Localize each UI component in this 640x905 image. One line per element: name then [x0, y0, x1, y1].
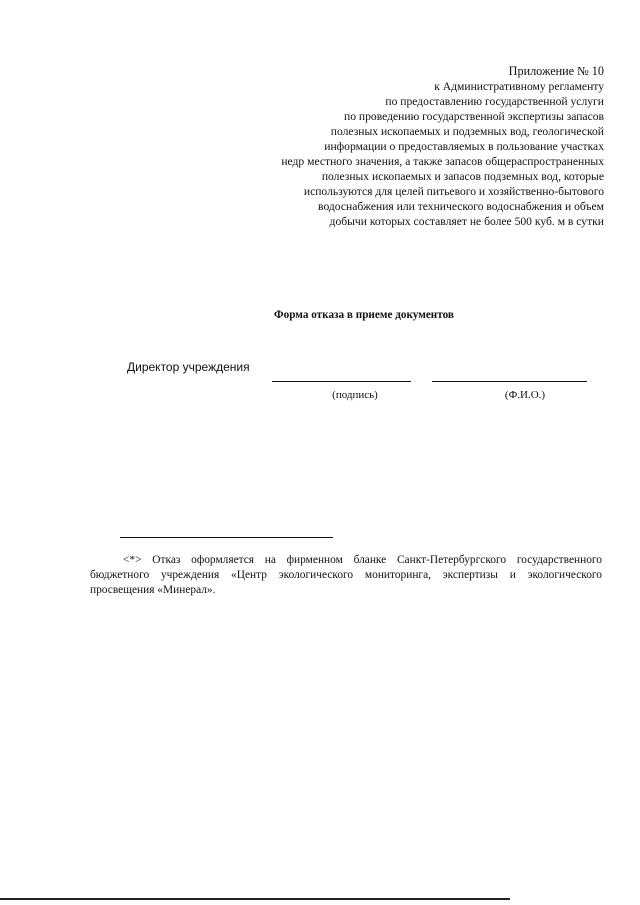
- appendix-line: информации о предоставляемых в пользование участках: [324, 140, 604, 153]
- signature-caption: (подпись): [332, 389, 378, 401]
- full-name-line: [432, 381, 587, 382]
- scan-bottom-edge: [0, 898, 510, 900]
- appendix-line: полезных ископаемых и подземных вод, геологической: [330, 125, 604, 138]
- appendix-line: добычи которых составляет не более 500 куб. м в сутки: [329, 215, 604, 228]
- form-title: Форма отказа в приеме документов: [274, 309, 454, 321]
- full-name-caption: (Ф.И.О.): [504, 389, 546, 401]
- signature-line: [272, 381, 411, 382]
- appendix-header: [184, 64, 604, 229]
- appendix-line: водоснабжения или технического водоснабжения и объем: [318, 200, 604, 213]
- appendix-line: недр местного значения, а также запасов общераспространенных: [281, 155, 604, 168]
- appendix-line: используются для целей питьевого и хозяйственно-бытового: [303, 185, 604, 198]
- appendix-line-number: Приложение № 10: [508, 64, 604, 78]
- appendix-line: по проведению государственной экспертизы запасов: [344, 110, 604, 123]
- appendix-line: полезных ископаемых и запасов подземных вод, которые: [321, 170, 604, 183]
- footnote-text: <*> Отказ оформляется на фирменном бланке Санкт-Петербургского государственного бюджетного учреждения «Центр экологического мониторинга, экспертизы и экологического просвещения «Минерал».: [90, 554, 602, 596]
- signature-block: [0, 360, 640, 420]
- position-label: Директор учреждения: [127, 360, 250, 374]
- footnote-separator: [120, 537, 333, 538]
- appendix-line: к Административному регламенту: [434, 80, 604, 93]
- appendix-line: по предоставлению государственной услуги: [385, 95, 604, 108]
- footnote: [90, 553, 602, 598]
